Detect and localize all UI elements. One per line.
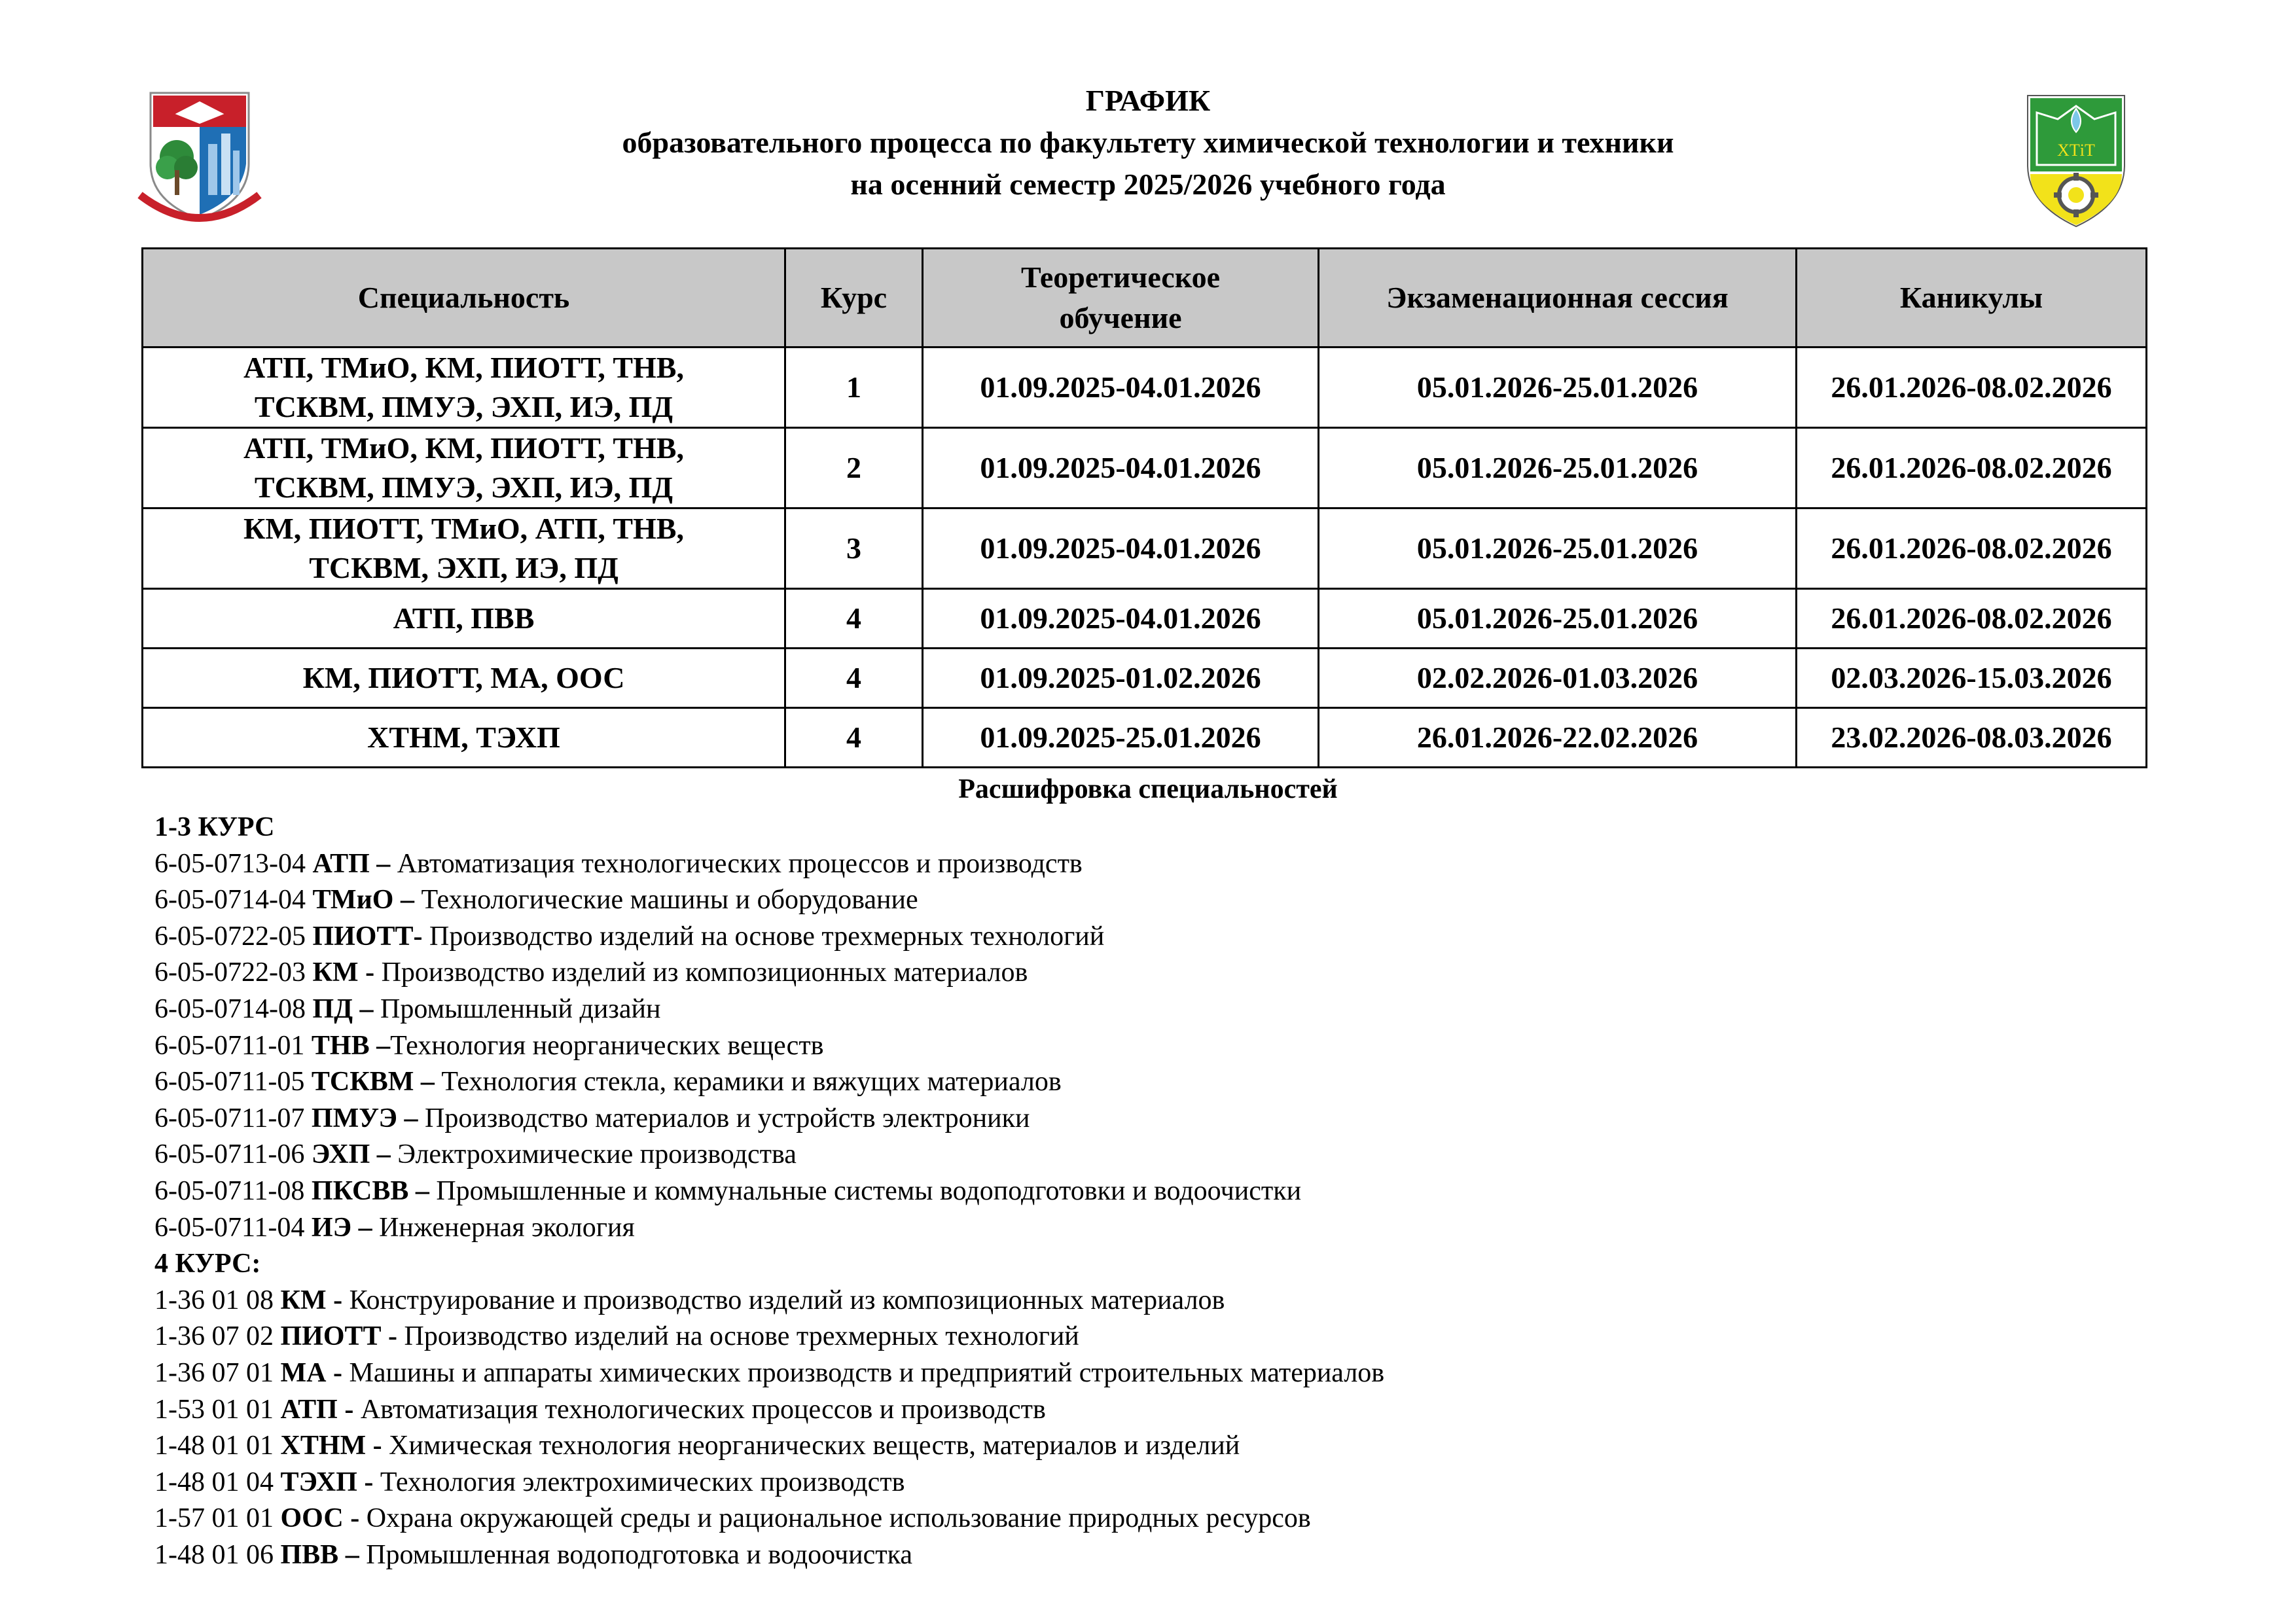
exam-cell: 05.01.2026-25.01.2026 <box>1319 589 1797 649</box>
course-cell: 4 <box>785 708 923 768</box>
legend-section-heading: 1-3 КУРС <box>154 812 275 842</box>
exam-cell: 26.01.2026-22.02.2026 <box>1319 708 1797 768</box>
column-header-specialty: Специальность <box>143 249 785 348</box>
specialty-separator: – <box>369 1030 391 1061</box>
specialty-cell: КМ, ПИОТТ, МА, ООС <box>143 649 785 708</box>
specialty-code: 6-05-0711-08 <box>154 1175 312 1206</box>
specialty-description: Химическая технология неорганических веществ, материалов и изделий <box>389 1431 1240 1461</box>
specialty-description: Производство изделий на основе трехмерных технологий <box>429 921 1105 952</box>
legend-item <box>154 1428 1384 1465</box>
exam-cell: 05.01.2026-25.01.2026 <box>1319 508 1797 589</box>
specialty-description: Производство изделий на основе трехмерных технологий <box>404 1321 1079 1352</box>
specialty-abbreviation: МА <box>280 1357 327 1388</box>
specialty-separator: - <box>357 1467 380 1497</box>
legend-item <box>154 1501 1384 1537</box>
legend-item <box>154 1465 1384 1501</box>
specialty-abbreviation: ООС <box>280 1503 344 1534</box>
specialty-abbreviation: КМ <box>280 1285 327 1315</box>
specialty-code: 6-05-0722-05 <box>154 921 313 952</box>
specialty-abbreviation: АТП <box>280 1394 338 1425</box>
specialty-description: Технология электрохимических производств <box>380 1467 905 1497</box>
specialty-description: Технологические машины и оборудование <box>421 885 918 916</box>
table-row <box>143 708 2147 768</box>
legend-item <box>154 1283 1384 1319</box>
legend-item <box>154 1137 1384 1173</box>
specialty-cell: КМ, ПИОТТ, ТМиО, АТП, ТНВ, ТСКВМ, ЭХП, ИЭ, ПД <box>143 508 785 589</box>
specialty-separator: – <box>369 848 397 879</box>
exam-cell: 05.01.2026-25.01.2026 <box>1319 348 1797 428</box>
specialty-abbreviation: ТМиО <box>312 885 394 916</box>
specialty-code: 6-05-0714-04 <box>154 885 313 916</box>
specialty-description: Электрохимические производства <box>397 1139 797 1170</box>
specialty-description: Машины и аппараты химических производств и предприятий строительных материалов <box>349 1357 1385 1388</box>
specialty-separator: - <box>337 1394 361 1425</box>
specialty-abbreviation: ПД <box>312 993 353 1024</box>
theory-cell: 01.09.2025-04.01.2026 <box>923 428 1319 508</box>
specialty-code: 1-36 01 08 <box>154 1285 281 1315</box>
specialty-code: 1-57 01 01 <box>154 1503 281 1534</box>
specialty-code: 6-05-0711-05 <box>154 1067 312 1097</box>
specialty-separator: – <box>351 1212 380 1243</box>
specialty-code: 6-05-0711-06 <box>154 1139 312 1170</box>
specialty-abbreviation: ТЭХП <box>280 1467 357 1497</box>
specialty-description: Промышленная водоподготовка и водоочистка <box>366 1539 912 1570</box>
specialty-code: 6-05-0711-01 <box>154 1030 312 1061</box>
specialty-separator: - <box>326 1285 350 1315</box>
specialty-abbreviation: ПВВ <box>280 1539 339 1570</box>
exam-cell: 05.01.2026-25.01.2026 <box>1319 428 1797 508</box>
specialty-cell: ХТНМ, ТЭХП <box>143 708 785 768</box>
specialty-code: 6-05-0713-04 <box>154 848 313 879</box>
specialty-description: Производство материалов и устройств электроники <box>424 1103 1030 1133</box>
course-cell: 4 <box>785 589 923 649</box>
legend-item <box>154 1537 1384 1574</box>
specialty-description: Технология стекла, керамики и вяжущих материалов <box>441 1067 1062 1097</box>
specialty-code: 1-36 07 01 <box>154 1357 281 1388</box>
legend-item <box>154 1392 1384 1429</box>
specialty-abbreviation: ПКСВВ <box>311 1175 409 1206</box>
specialty-separator: - <box>366 1431 389 1461</box>
specialty-code: 1-48 01 04 <box>154 1467 281 1497</box>
legend-item <box>154 1064 1384 1101</box>
table-header-row <box>143 249 2147 348</box>
table-row <box>143 589 2147 649</box>
specialty-abbreviation: ПИОТТ - <box>280 1321 398 1352</box>
course-cell: 4 <box>785 649 923 708</box>
vacation-cell: 26.01.2026-08.02.2026 <box>1797 508 2147 589</box>
legend-title: Расшифровка специальностей <box>958 774 1338 804</box>
column-header-vacation: Каникулы <box>1797 249 2147 348</box>
legend-section-2 <box>154 1283 1384 1574</box>
legend-item <box>154 882 1384 919</box>
specialty-abbreviation: ХТНМ <box>280 1431 367 1461</box>
course-cell: 3 <box>785 508 923 589</box>
vacation-cell: 02.03.2026-15.03.2026 <box>1797 649 2147 708</box>
column-header-theory: Теоретическое обучение <box>923 249 1319 348</box>
specialty-abbreviation: КМ - <box>312 957 375 988</box>
legend-section-heading: 4 КУРС: <box>154 1249 261 1279</box>
vacation-cell: 26.01.2026-08.02.2026 <box>1797 348 2147 428</box>
specialty-description: Конструирование и производство изделий из композиционных материалов <box>349 1285 1225 1315</box>
specialty-abbreviation: ЭХП <box>311 1139 370 1170</box>
theory-cell: 01.09.2025-04.01.2026 <box>923 348 1319 428</box>
specialty-description: Автоматизация технологических процессов и производств <box>397 848 1083 879</box>
specialty-separator: – <box>397 1103 425 1133</box>
legend-item <box>154 1028 1384 1065</box>
specialty-cell: АТП, ТМиО, КМ, ПИОТТ, ТНВ, ТСКВМ, ПМУЭ, ЭХП, ИЭ, ПД <box>143 348 785 428</box>
theory-cell: 01.09.2025-25.01.2026 <box>923 708 1319 768</box>
table-row <box>143 428 2147 508</box>
table-row <box>143 348 2147 428</box>
table-row <box>143 649 2147 708</box>
specialty-separator: - <box>343 1503 367 1534</box>
specialty-abbreviation: ПМУЭ <box>311 1103 397 1133</box>
course-cell: 2 <box>785 428 923 508</box>
specialty-description: Инженерная экология <box>379 1212 635 1243</box>
legend-item <box>154 1101 1384 1137</box>
specialty-separator <box>374 957 382 988</box>
specialty-code: 6-05-0711-07 <box>154 1103 312 1133</box>
legend-item <box>154 846 1384 883</box>
specialty-code: 1-48 01 01 <box>154 1431 281 1461</box>
specialty-description: Промышленный дизайн <box>380 993 661 1024</box>
specialty-separator <box>423 921 430 952</box>
legend-item <box>154 1173 1384 1210</box>
legend-item <box>154 1355 1384 1392</box>
theory-cell: 01.09.2025-04.01.2026 <box>923 508 1319 589</box>
specialty-code: 1-48 01 06 <box>154 1539 281 1570</box>
vacation-cell: 26.01.2026-08.02.2026 <box>1797 589 2147 649</box>
specialty-abbreviation: ТНВ <box>311 1030 370 1061</box>
specialty-code: 6-05-0714-08 <box>154 993 313 1024</box>
specialty-description: Промышленные и коммунальные системы водоподготовки и водоочистки <box>436 1175 1302 1206</box>
specialty-description: Производство изделий из композиционных материалов <box>381 957 1028 988</box>
specialty-separator: – <box>408 1175 437 1206</box>
legend-item <box>154 991 1384 1028</box>
legend-item <box>154 1210 1384 1247</box>
exam-cell: 02.02.2026-01.03.2026 <box>1319 649 1797 708</box>
specialty-abbreviation: ТСКВМ <box>311 1067 414 1097</box>
specialty-code: 1-53 01 01 <box>154 1394 281 1425</box>
specialty-cell: АТП, ТМиО, КМ, ПИОТТ, ТНВ, ТСКВМ, ПМУЭ, ЭХП, ИЭ, ПД <box>143 428 785 508</box>
theory-cell: 01.09.2025-01.02.2026 <box>923 649 1319 708</box>
specialty-abbreviation: АТП <box>312 848 370 879</box>
specialty-code: 1-36 07 02 <box>154 1321 281 1352</box>
specialty-code: 6-05-0722-03 <box>154 957 313 988</box>
specialty-abbreviation: ИЭ <box>311 1212 352 1243</box>
specialty-separator: – <box>338 1539 367 1570</box>
legend-item <box>154 919 1384 955</box>
specialty-separator: – <box>370 1139 398 1170</box>
vacation-cell: 26.01.2026-08.02.2026 <box>1797 428 2147 508</box>
specialty-code: 6-05-0711-04 <box>154 1212 312 1243</box>
legend-section-1 <box>154 846 1384 1247</box>
specialty-separator: – <box>353 993 381 1024</box>
legend-item <box>154 955 1384 991</box>
document-semester: на осенний семестр 2025/2026 учебного года <box>850 168 1446 201</box>
specialty-cell: АТП, ПВВ <box>143 589 785 649</box>
specialty-description: Охрана окружающей среды и рациональное использование природных ресурсов <box>366 1503 1311 1534</box>
legend-item <box>154 1319 1384 1355</box>
specialty-separator: – <box>393 885 422 916</box>
specialty-separator: – <box>414 1067 442 1097</box>
vacation-cell: 23.02.2026-08.03.2026 <box>1797 708 2147 768</box>
column-header-course: Курс <box>785 249 923 348</box>
specialty-description: Технология неорганических веществ <box>390 1030 824 1061</box>
column-header-exam: Экзаменационная сессия <box>1319 249 1797 348</box>
specialty-description: Автоматизация технологических процессов и производств <box>360 1394 1046 1425</box>
specialty-separator: - <box>326 1357 350 1388</box>
table-row <box>143 508 2147 589</box>
schedule-table <box>141 247 2147 768</box>
course-cell: 1 <box>785 348 923 428</box>
specialty-legend <box>154 810 1384 1573</box>
specialty-abbreviation: ПИОТТ- <box>312 921 423 952</box>
specialty-separator <box>397 1321 404 1351</box>
svg-text:ХТіТ: ХТіТ <box>2057 141 2095 160</box>
document-subtitle: образовательного процесса по факультету химической технологии и техники <box>622 126 1674 159</box>
document-title: ГРАФИК <box>1085 84 1211 117</box>
theory-cell: 01.09.2025-04.01.2026 <box>923 589 1319 649</box>
